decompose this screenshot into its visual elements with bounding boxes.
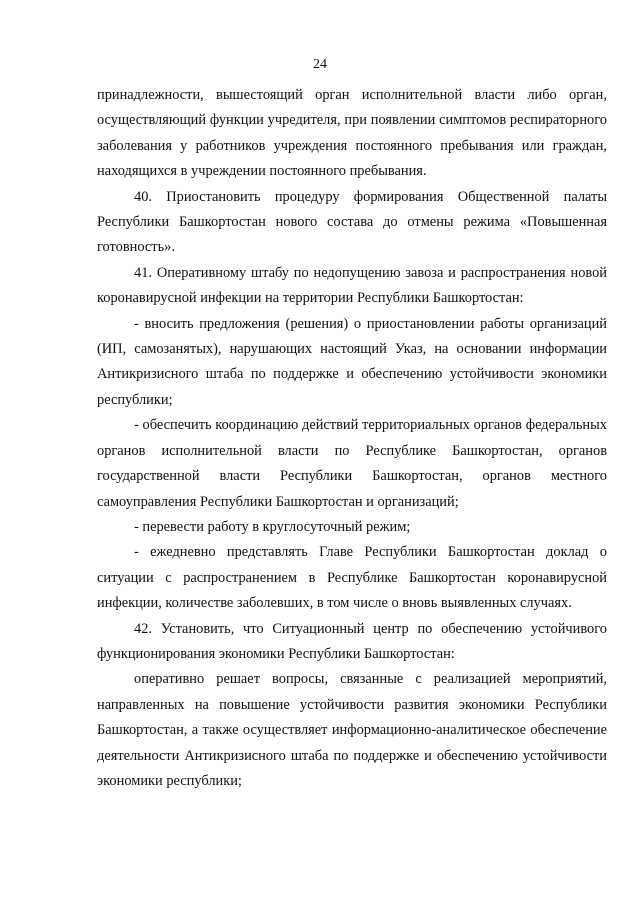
paragraph-item-41: 41. Оперативному штабу по недопущению завоза и распространения новой коронавирусной инфекции на территории Республики Башкортостан: bbox=[97, 264, 607, 307]
paragraph-item-40: 40. Приостановить процедуру формирования Общественной палаты Республики Башкортостан нового состава до отмены режима «Повышенная готовность». bbox=[97, 188, 607, 256]
paragraph-subitem: оперативно решает вопросы, связанные с реализацией мероприятий, направленных на повышение устойчивости развития экономики Республики Башкортостан, а также осуществляет информационно-аналитическое обеспечение деятельности Антикризисного штаба по поддержке и обеспечению устойчивости экономики республики; bbox=[97, 671, 607, 789]
paragraph-item-42: 42. Установить, что Ситуационный центр по обеспечению устойчивого функционирования экономики Республики Башкортостан: bbox=[97, 620, 607, 662]
paragraph-list-item: - вносить предложения (решения) о приостановлении работы организаций (ИП, самозанятых), нарушающих настоящий Указ, на основании информации Антикризисного штаба по поддержке и обеспечению устойчивости экономики республики; bbox=[97, 315, 607, 408]
page-number: 24 bbox=[313, 57, 327, 72]
paragraph-list-item: - обеспечить координацию действий территориальных органов федеральных органов исполнительной власти по Республике Башкортостан, органов государственной власти Республики Башкортостан, органов местного самоуправления Республики Башкортостан и организаций; bbox=[97, 417, 607, 510]
document-body bbox=[97, 83, 607, 794]
paragraph-list-item: - перевести работу в круглосуточный режим; bbox=[134, 518, 411, 535]
paragraph-continuation: принадлежности, вышестоящий орган исполнительной власти либо орган, осуществляющий функции учредителя, при появлении симптомов респираторного заболевания у работников учреждения постоянного пребывания или граждан, находящихся в учреждении постоянного пребывания. bbox=[97, 87, 607, 180]
paragraph-list-item: - ежедневно представлять Главе Республики Башкортостан доклад о ситуации с распространением в Республике Башкортостан коронавирусной инфекции, количестве заболевших, в том числе о вновь выявленных случаях. bbox=[97, 544, 607, 612]
